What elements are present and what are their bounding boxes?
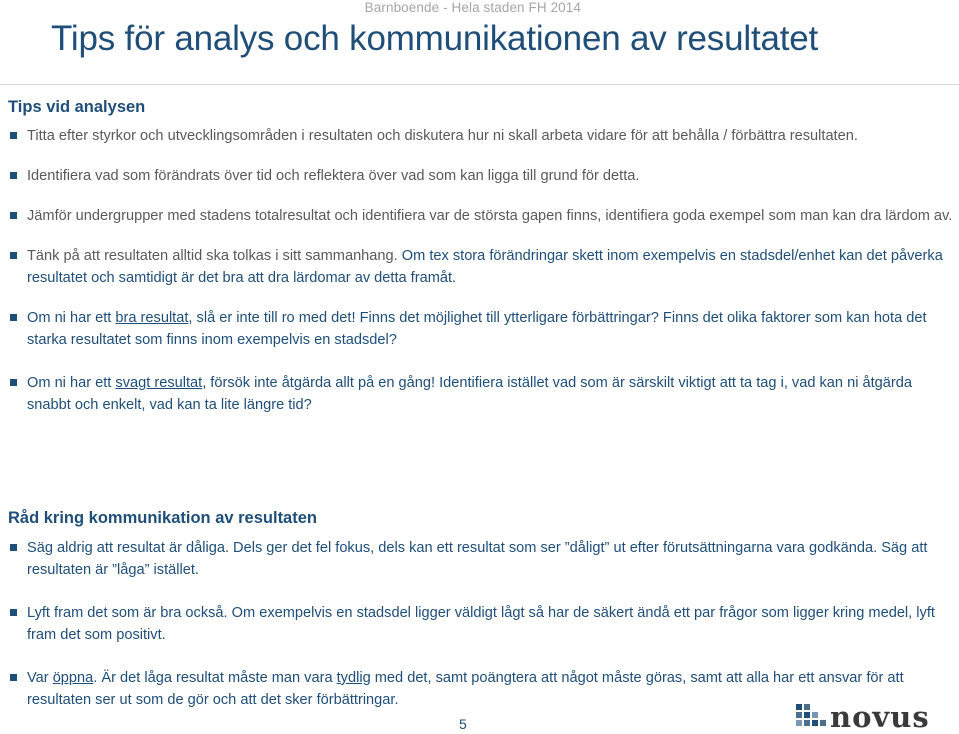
analysis-tip (8, 165, 953, 187)
analysis-tip-pre: Om ni har ett (27, 310, 116, 326)
analysis-tip (8, 372, 953, 416)
bullet-square-icon (10, 252, 17, 259)
bullet-square-icon (10, 172, 17, 179)
bullet-square-icon (10, 132, 17, 139)
bullet-square-icon (10, 379, 17, 386)
communication-tip (8, 602, 953, 646)
analysis-tip-rest: Om tex stora förändringar skett inom exempelvis en stadsdel/enhet kan det påverka resultatet och samtidigt är det bra att dra lärdomar av detta framåt. (27, 248, 943, 286)
analysis-tips-list (8, 125, 953, 416)
analysis-tip-text: Titta efter styrkor och utvecklingsområden i resultaten och diskutera hur ni skall arbeta vidare för att behålla / förbättra resultaten. (27, 128, 858, 144)
communication-tip-text: Var (27, 670, 53, 686)
analysis-tip-post: , slå er inte till ro med det! Finns det möjlighet till ytterligare förbättringar? Finns det olika faktorer som kan hota det starka resultatet som finns inom exempelvis en stadsdel? (27, 310, 927, 348)
analysis-tip (8, 125, 953, 147)
analysis-tip-post: , försök inte åtgärda allt på en gång! Identifiera istället vad som är särskilt viktigt att ta tag i, vad kan ni åtgärda snabbt och enkelt, vad kan ta lite längre tid? (27, 375, 913, 413)
analysis-tip-underlined: bra resultat (115, 310, 189, 326)
communication-tip (8, 537, 953, 581)
analysis-tip (8, 307, 953, 351)
communication-tip-text: med det, samt poängtera att något måste göras, samt att alla har ett ansvar för att resultaten ser ut som de gör och att det sker förbättringar. (27, 670, 904, 708)
communication-tip-text: . Är det låga resultat måste man vara (93, 670, 337, 686)
communication-tip-underlined: tydlig (336, 670, 371, 686)
bullet-square-icon (10, 674, 17, 681)
novus-logo-mark-icon (796, 704, 826, 730)
communication-tip-lead: Lyft fram det som är bra också. (27, 605, 228, 621)
novus-logo (796, 700, 930, 734)
title-divider (0, 84, 959, 85)
analysis-tip-lead: Tänk på att resultaten alltid ska tolkas i sitt sammanhang. (27, 248, 398, 264)
presentation-header-tag: Barnboende - Hela staden FH 2014 (364, 0, 581, 15)
page-title: Tips för analys och kommunikationen av resultatet (51, 19, 819, 58)
analysis-tip-pre: Om ni har ett (27, 375, 116, 391)
analysis-tip-text: Jämför undergrupper med stadens totalresultat och identifiera var de största gapen finns, identifiera goda exempel som man kan dra lärdom av. (27, 208, 953, 224)
analysis-heading: Tips vid analysen (8, 98, 146, 116)
bullet-square-icon (10, 314, 17, 321)
communication-tip-rest: Om exempelvis en stadsdel ligger väldigt lågt så har de säkert ändå ett par frågor som ligger kring medel, lyft fram det som positivt. (27, 605, 935, 643)
bullet-square-icon (10, 609, 17, 616)
bullet-square-icon (10, 212, 17, 219)
bullet-square-icon (10, 544, 17, 551)
page-number: 5 (459, 716, 467, 732)
analysis-tip (8, 245, 953, 289)
communication-tip-underlined: öppna (52, 670, 94, 686)
analysis-tip-underlined: svagt resultat (115, 375, 203, 391)
communication-heading: Råd kring kommunikation av resultaten (8, 509, 317, 527)
analysis-tip-text: Identifiera vad som förändrats över tid och reflektera över vad som kan ligga till grund för detta. (27, 168, 640, 184)
communication-tips-list (8, 537, 953, 711)
communication-tip-rest: Dels ger det fel fokus, dels kan ett resultat som ser ”dåligt” ut efter förutsättningarna vara godkända. Säg att resultaten är ”låga” istället. (27, 540, 928, 578)
novus-logo-text: novus (830, 700, 930, 734)
analysis-tip (8, 205, 953, 227)
communication-tip-lead: Säg aldrig att resultat är dåliga. (27, 540, 229, 556)
